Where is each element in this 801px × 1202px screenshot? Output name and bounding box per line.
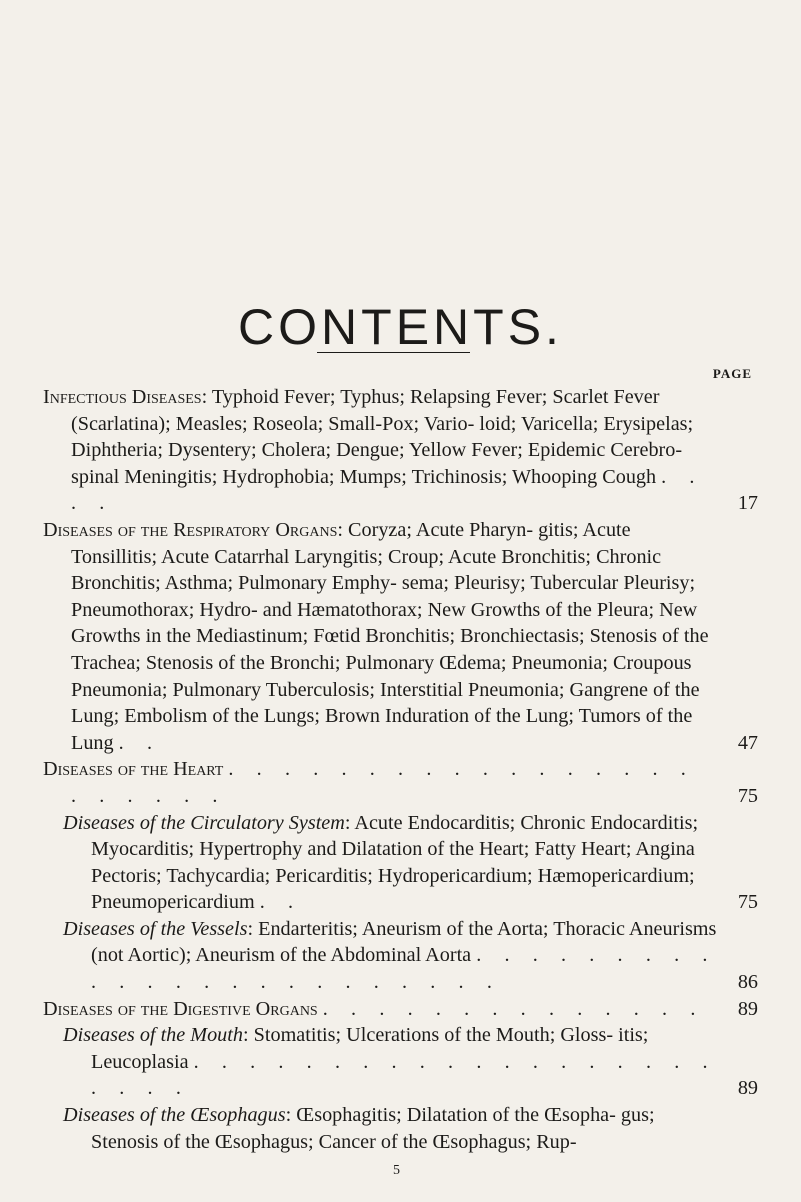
toc-entry-topics: Typhoid Fever; Typhus; Relapsing Fever; Scarlet Fever (Scarlatina); Measles; Roseola; Small-Pox; Vario- loid; Varicella; Erysipelas; Diphtheria; Dysentery; Cholera; Dengue; Yellow Fever; Epidemic Cerebro-spinal Meningitis; Hydrophobia; Mumps; Trichinosis; Whooping Cough xyxy=(71,386,694,488)
toc-entry-text: Diseases of the Mouth: Stomatitis; Ulcerations of the Mouth; Gloss- itis; Leucoplasia . . . . . . . . . . . . . . . . . . . . . . . xyxy=(63,1024,717,1100)
title-rule xyxy=(317,352,470,353)
toc-entry-topics: Œsophagitis; Dilatation of the Œsopha- gus; Stenosis of the Œsophagus; Cancer of the Œsophagus; Rup- xyxy=(91,1104,655,1153)
toc-entry-text: Diseases of the Circulatory System: Acute Endocarditis; Chronic Endocarditis; Myocarditis; Hypertrophy and Dilatation of the Heart; Fatty Heart; Angina Pectoris; Tachycardia; Pericarditis; Hydropericardium; Hæmopericardium; Pneumopericardium . . xyxy=(63,811,699,914)
leader-dots: . . . . . . . . . . . . . . . . . . . . . . . . xyxy=(91,944,717,994)
page-column-heading: PAGE xyxy=(712,366,752,381)
toc-section-heading: Diseases of the Respiratory Organs xyxy=(43,518,338,541)
page-number: 89 xyxy=(737,997,758,1020)
leader-dots: . . xyxy=(259,891,303,914)
toc-subsection-heading: Diseases of the Vessels xyxy=(63,917,248,940)
toc-entry-respiratory-organs[interactable] xyxy=(43,517,758,756)
leader-dots: . . xyxy=(118,731,162,754)
page-number: 86 xyxy=(737,971,758,994)
toc-entry-topics: Stomatitis; Ulcerations of the Mouth; Gloss- itis; Leucoplasia xyxy=(91,1024,649,1073)
toc-entry-digestive-organs[interactable] xyxy=(43,996,758,1023)
folio-page-number: 5 xyxy=(393,1163,400,1178)
toc-entry-vessels[interactable] xyxy=(43,916,758,996)
toc-entry-infectious-diseases[interactable] xyxy=(43,384,758,517)
toc-subsection-heading: Diseases of the Mouth xyxy=(63,1024,243,1047)
toc-section-heading: Diseases of the Digestive Organs xyxy=(43,997,318,1020)
toc-entry-topics: Coryza; Acute Pharyn- gitis; Acute Tonsillitis; Acute Catarrhal Laryngitis; Croup; Acute Bronchitis; Chronic Bronchitis; Asthma; Pulmonary Emphy- sema; Pleurisy; Tubercular Pleurisy; Pneumothorax; Hydro- and Hæmatothorax; New Growths of the Pleura; New Growths in the Mediastinum; Fœtid Bronchitis; Bronchiectasis; Stenosis of the Trachea; Stenosis of the Bronchi; Pulmonary Œdema; Pneumonia; Croupous Pneumonia; Pulmonary Tuberculosis; Interstitial Pneumonia; Gangrene of the Lung; Embolism of the Lungs; Brown Induration of the Lung; Tumors of the Lung xyxy=(71,518,709,754)
page-title: CONTENTS. xyxy=(238,299,563,355)
page-number: 89 xyxy=(737,1077,758,1100)
toc-entry-heart[interactable] xyxy=(43,756,758,809)
page-number: 75 xyxy=(737,784,758,807)
leader-dots: . . . . xyxy=(71,465,704,515)
toc-entry-oesophagus[interactable] xyxy=(43,1102,758,1155)
toc-entry-text: Diseases of the Respiratory Organs: Coryza; Acute Pharyn- gitis; Acute Tonsillitis; Acute Catarrhal Laryngitis; Croup; Acute Bronchitis; Chronic Bronchitis; Asthma; Pulmonary Emphy- sema; Pleurisy; Tubercular Pleurisy; Pneumothorax; Hydro- and Hæmatothorax; New Growths of the Pleura; New Growths in the Mediastinum; Fœtid Bronchitis; Bronchiectasis; Stenosis of the Trachea; Stenosis of the Bronchi; Pulmonary Œdema; Pneumonia; Croupous Pneumonia; Pulmonary Tuberculosis; Interstitial Pneumonia; Gangrene of the Lung; Embolism of the Lungs; Brown Induration of the Lung; Tumors of the Lung . . xyxy=(43,518,709,754)
toc-section-heading: Diseases of the Heart xyxy=(43,758,224,781)
table-of-contents xyxy=(43,384,758,1155)
leader-dots: . . . . . . . . . . . . . . . . . . . . . . . xyxy=(91,1050,717,1100)
toc-entry-text: Diseases of the Œsophagus: Œsophagitis; Dilatation of the Œsopha- gus; Stenosis of the Œsophagus; Cancer of the Œsophagus; Rup- xyxy=(63,1104,655,1153)
toc-section-heading: Infectious Diseases xyxy=(43,386,202,408)
toc-entry-topics: Acute Endocarditis; Chronic Endocarditis; Myocarditis; Hypertrophy and Dilatation of the Heart; Fatty Heart; Angina Pectoris; Tachycardia; Pericarditis; Hydropericardium; Hæmopericardium; Pneumopericardium xyxy=(91,811,699,914)
toc-entry-text xyxy=(43,996,718,1023)
toc-subsection-heading: Diseases of the Œsophagus xyxy=(63,1104,286,1127)
page-number: 47 xyxy=(737,731,758,754)
page-number: 17 xyxy=(737,492,758,515)
leader-dots: . . . . . . . . . . . . . . xyxy=(322,997,705,1020)
page-number: 75 xyxy=(737,891,758,914)
toc-entry-text: Diseases of the Vessels: Endarteritis; Aneurism of the Aorta; Thoracic Aneurisms (not Aortic); Aneurism of the Abdominal Aorta . . . . . . . . . . . . . . . . . . . . . . . . xyxy=(63,917,717,994)
toc-entry-circulatory-system[interactable] xyxy=(43,810,758,916)
toc-entry-text: Infectious Diseases: Typhoid Fever; Typhus; Relapsing Fever; Scarlet Fever (Scarlatina); Measles; Roseola; Small-Pox; Vario- loid; Varicella; Erysipelas; Diphtheria; Dysentery; Cholera; Dengue; Yellow Fever; Epidemic Cerebro-spinal Meningitis; Hydrophobia; Mumps; Trichinosis; Whooping Cough . . . . xyxy=(43,386,704,515)
toc-subsection-heading: Diseases of the Circulatory System xyxy=(63,811,345,834)
leader-dots: . . . . . . . . . . . . . . . . . . . . . . . xyxy=(71,758,695,807)
toc-entry-text xyxy=(43,756,718,809)
toc-entry-mouth[interactable] xyxy=(43,1022,758,1102)
toc-entry-topics: Endarteritis; Aneurism of the Aorta; Thoracic Aneurisms (not Aortic); Aneurism of the Abdominal Aorta xyxy=(91,917,717,967)
